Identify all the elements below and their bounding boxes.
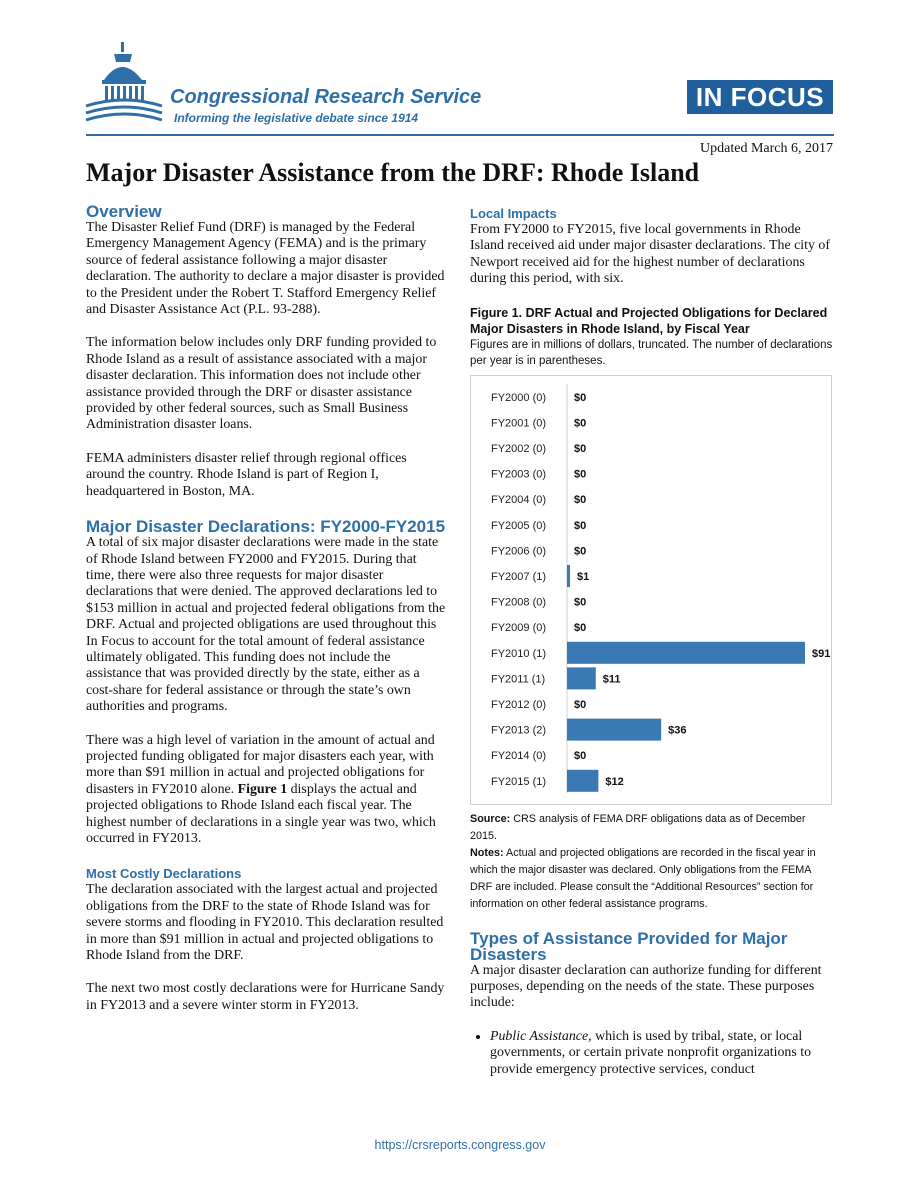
category-label: FY2013 (2) [491, 724, 547, 737]
value-label: $91 [812, 647, 831, 660]
local-impacts-paragraph: From FY2000 to FY2015, five local governments in Rhode Island received aid under major disaster declarations. The city of Newport received aid for the highest number of declarations during this period, with six. [470, 222, 830, 287]
declarations-heading: Major Disaster Declarations: FY2000-FY2015 [86, 517, 446, 537]
declarations-paragraph-1: A total of six major disaster declarations were made in the state of Rhode Island between FY2000 and FY2015. During that time, there were also three requests for major disaster declarations that were denied. The approved declarations led to $153 million in actual and projected federal obligations from the DRF. Actual and projected obligations are used throughout this In Focus to account for the total amount of federal assistance ultimately obligated. This funding does not include the assistance that was provided directly by the state, either as a cost-share for federal assistance or through the state’s own authorities and programs. [86, 535, 446, 715]
category-label: FY2004 (0) [491, 493, 547, 506]
category-label: FY2009 (0) [491, 621, 547, 634]
capitol-dome-logo [84, 40, 164, 130]
category-label: FY2000 (0) [491, 391, 547, 404]
value-label: $0 [574, 417, 587, 430]
figure-notes [470, 845, 835, 913]
in-focus-badge: IN FOCUS [687, 80, 833, 114]
overview-paragraph-1: The Disaster Relief Fund (DRF) is managed by the Federal Emergency Management Agency (FEMA) and is the primary source of federal assistance following a major disaster declaration. The authority to declare a major disaster is provided to the President under the Robert T. Stafford Emergency Relief and Disaster Assistance Act (P.L. 93-288). [86, 220, 445, 318]
value-label: $0 [574, 621, 587, 634]
category-label: FY2010 (1) [491, 647, 547, 660]
org-tagline: Informing the legislative debate since 1914 [174, 111, 419, 125]
page-title: Major Disaster Assistance from the DRF: Rhode Island [86, 158, 700, 187]
category-label: FY2015 (1) [491, 775, 547, 788]
assistance-types-list [470, 1029, 835, 1078]
value-label: $0 [574, 698, 587, 711]
value-label: $36 [668, 724, 687, 737]
bar [567, 769, 598, 791]
most-costly-paragraph-1: The declaration associated with the largest actual and projected obligations from the DRF to the state of Rhode Island was for severe storms and flooding in FY2010. This declaration resulted in more than $91 million in actual and projected obligations to Rhode Island from the DRF. [86, 882, 444, 964]
declarations-paragraph-2 [86, 733, 448, 848]
value-label: $0 [574, 493, 587, 506]
footer-url[interactable]: https://crsreports.congress.gov [374, 1138, 546, 1152]
most-costly-heading: Most Costly Declarations [86, 866, 242, 882]
value-label: $0 [574, 519, 587, 532]
value-label: $11 [602, 673, 621, 686]
public-assistance-term: Public Assistance [490, 1028, 589, 1044]
category-label: FY2011 (1) [491, 673, 546, 686]
org-name: Congressional Research Service [170, 86, 482, 108]
overview-paragraph-3: FEMA administers disaster relief through regional offices around the country. Rhode Island is part of Region I, headquartered in Boston, MA. [86, 450, 407, 499]
updated-date: Updated March 6, 2017 [700, 141, 833, 156]
bar [567, 718, 661, 740]
figure-title: Figure 1. DRF Actual and Projected Obligations for Declared Major Disasters in Rhode Island, by Fiscal Year [470, 305, 828, 336]
value-label: $0 [574, 596, 587, 609]
value-label: $1 [577, 570, 590, 583]
list-item [490, 1029, 835, 1078]
overview-heading: Overview [86, 202, 162, 221]
declarations-paragraph-2a: There was a high level of variation in the amount of actual and projected funding obligated for major disasters each year, with more than $91 million in actual and projected obligations for disasters in FY2010 alone. [86, 732, 435, 797]
most-costly-paragraph-2: The next two most costly declarations were for Hurricane Sandy in FY2013 and a severe winter storm in FY2013. [86, 981, 445, 1013]
category-label: FY2006 (0) [491, 545, 547, 558]
category-label: FY2008 (0) [491, 596, 547, 609]
value-label: $0 [574, 749, 587, 762]
header-divider [86, 134, 834, 136]
obligations-chart [470, 375, 832, 805]
value-label: $0 [574, 545, 587, 558]
category-label: FY2003 (0) [491, 468, 547, 481]
types-of-assistance-heading: Types of Assistance Provided for Major Disasters [470, 928, 788, 964]
category-label: FY2007 (1) [491, 570, 547, 583]
value-label: $0 [574, 391, 587, 404]
public-assistance-text: , which is used by tribal, state, or local governments, or certain private nonprofit organizations to provide emergency protective services, conduct [490, 1028, 812, 1077]
figure-source [470, 811, 835, 845]
obligations-chart-svg [471, 376, 831, 804]
local-impacts-heading: Local Impacts [470, 206, 557, 221]
notes-text: Actual and projected obligations are recorded in the fiscal year in which the major disaster was declared. Only obligations from the FEMA DRF are included. Please consult the “Additional Resources” section for information on other federal assistance programs. [470, 846, 816, 910]
category-label: FY2014 (0) [491, 749, 547, 762]
types-paragraph: A major disaster declaration can authorize funding for different purposes, depending on the needs of the state. These purposes include: [470, 962, 822, 1011]
category-label: FY2001 (0) [491, 417, 547, 430]
figure-note: Figures are in millions of dollars, truncated. The number of declarations per year is in parentheses. [470, 338, 833, 367]
bar [567, 667, 596, 689]
declarations-paragraph-2b: displays the actual and projected obligations to Rhode Island each fiscal year. The highest number of declarations in a single year was two, which occurred in FY2013. [86, 781, 436, 846]
bar [567, 565, 570, 587]
category-label: FY2005 (0) [491, 519, 547, 532]
value-label: $12 [605, 775, 624, 788]
overview-paragraph-2: The information below includes only DRF funding provided to Rhode Island as a result of assistance associated with a major disaster declaration. This information does not include other assistance provided through the DRF or disaster assistance provided by other federal sources, such as Small Business Administration disaster loans. [86, 335, 437, 433]
category-label: FY2002 (0) [491, 442, 547, 455]
figure-1-reference: Figure 1 [237, 781, 288, 797]
value-label: $0 [574, 442, 587, 455]
source-text: CRS analysis of FEMA DRF obligations data as of December 2015. [470, 812, 806, 842]
left-column [86, 204, 448, 1031]
value-label: $0 [574, 468, 587, 481]
bar [567, 641, 805, 663]
notes-label: Notes: [470, 846, 504, 859]
category-label: FY2012 (0) [491, 698, 547, 711]
source-label: Source: [470, 812, 511, 825]
right-column [470, 204, 835, 1078]
